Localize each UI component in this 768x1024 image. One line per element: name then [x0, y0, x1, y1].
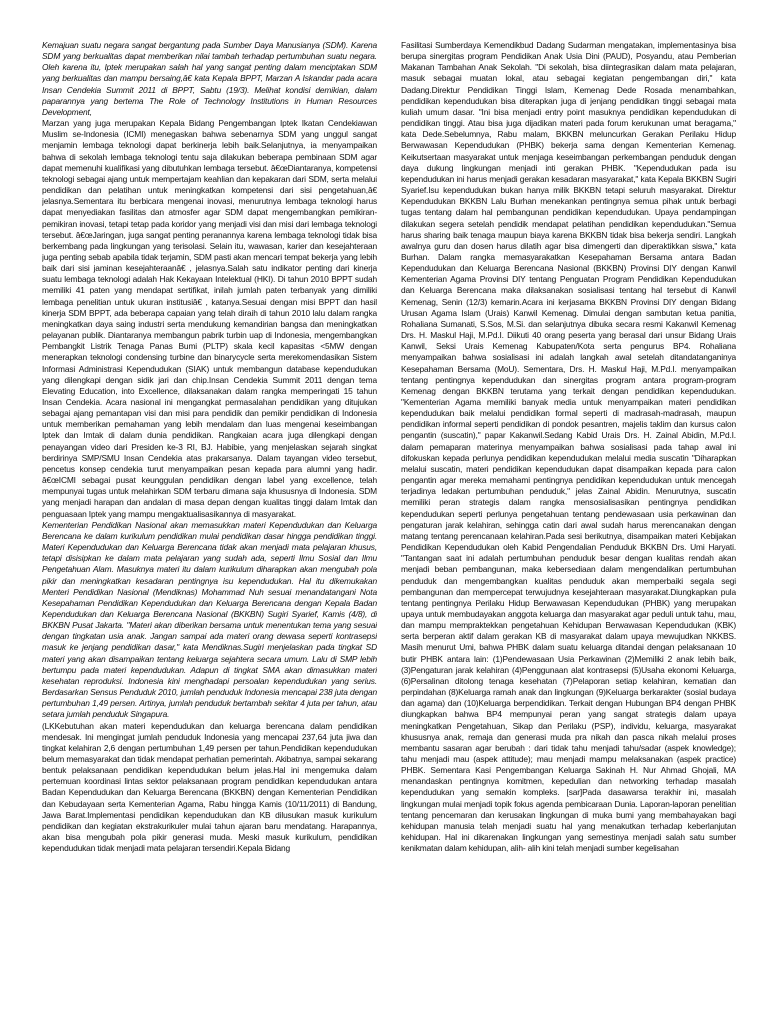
paragraph: (LKKebutuhan akan materi kependudukan dan keluarga berencana dalam pendidikan mendesak. Ini mengingat jumlah penduduk Indonesia yang mencapai 237,64 juta jiwa dan tingkat kelahiran 2,6 dengan pertumbuhan 1,49 persen per tahun.Pendidikan kependudukan belum memasyarakat dan tidak mendapat perhatian pemerintah. Akibatnya, sampai sekarang bentuk pelaksanaan pendidikan kependudukan belum jelas.Hal ini mengemuka dalam pertemuan koordinasi lintas sektor pelaksanaan program pendidikan kependudukan antara Badan Kependudukan dan Keluarga Berencana (BKKBN) dengan Kementerian Pendidikan dan Kebudayaan serta Kementerian Agama, Rabu hingga Kamis (10/11/2011) di Bandung, Jawa Barat.Implementasi pendidikan kependudukan dan KB dilusukan masuk kurikulum pendidikan dan kegiatan ekstrakurikuler mulai tahun ajaran baru mendatang. Harapannya, akan bisa mengubah pola pikir generasi muda. Meski masuk kurikulum, pendidikan kependudukan tidak menjadi mata pelajaran tersendiri.Kepala Bidang	[42, 720, 377, 854]
paragraph: Kemajuan suatu negara sangat bergantung pada Sumber Daya Manusianya (SDM). Karena SDM yang berkualitas dapat memberikan nilai tambah terhadap pertumbuhan suatu negara. Oleh karena itu, Iptek merupakan salah hal yang sangat penting dalam menciptakan SDM yang berkualitas dan mampu bersaing,â€ kata Kepala BPPT, Marzan A Iskandar pada acara Insan Cendekia Summit 2011 di BPPT, Sabtu (19/3). Melihat kondisi demikian, dalam paparannya yang bertema The Role of Technology Institutions in Human Resources Development,	[42, 40, 377, 117]
paragraph: Fasilitasi Sumberdaya Kemendikbud Dadang Sudarman mengatakan, implementasinya bisa berupa sinergitas program Pendidikan Anak Usia Dini (PAUD), Posyandu, atau Pemberian Makanan Tambahan Anak Sekolah. "Di sekolah, bisa diintegrasikan dalam mata pelajaran, masuk sebagai muatan lokal, atau sebagai kegiatan pengembangan diri," kata Dadang.Direktur Pendidikan Tinggi Islam, Kemenag Dede Rosada menambahkan, pendidikan kependudukan bisa diterapkan juga di jenjang pendidikan tinggi sebagai mata kuliah umum dasar. "Ini bisa menjadi entry point masuknya pendidikan kependudukan di pendidikan tinggi. Atau bisa juga dijadikan materi pada forum kerukunan umat beragama," kata Dede.Sebelumnya, Rabu malam, BKKBN meluncurkan Gerakan Perilaku Hidup Berwawasan Kependudukan (PHBK) bekerja sama dengan Kementerian Kemenag. Keikutsertaan masyarakat untuk menjaga keseimbangan perkembangan penduduk dengan daya dukung lingkungan menjadi inti gerakan PHBK. "Kependudukan pada isu kependudukan ini harus menjadi gerakan kesadaran masyarakat," kata Kepala BKKBN Sugiri Syarief.Isu kependudukan bukan hanya milik BKKBN tetapi seluruh masyarakat. Direktur Kependudukan BKKBN Lalu Burhan menekankan pentingnya semua pihak untuk berbagi tugas tentang dalam hal pembangunan pendidikan kependudukan. Upaya pendampingan dilakukan segera setelah pendidik mendapat pelatihan pendidikan kependudukan."Semua harus sharing baik tenaga maupun biaya karena BKKBN tidak bisa bekerja sendiri. Langkah awalnya guru dan dosen harus dilatih agar bisa dimengerti dan diperaktikkan siswa," kata Burhan. Dalam rangka memasyarakatkan Kesepahaman Bersama antara Badan Kependudukan dan Keluarga Berencana Nasional (BKKBN) Provinsi DIY dengan Kanwil Kementerian Agama Provinsi DIY tentang Penguatan Program Pendidikan Kependudukan dan Keluarga Berencana maka dilaksanakan sosialisasi tentang hal tersebut di Kanwil Kemenag, Senin (12/3) kemarin.Acara ini kerjasama BKKBN Provinsi DIY dengan Bidang Urusan Agama Islam (Urais) Kanwil Kemenag. Dimulai dengan sambutan ketua panitia, Rohaliana Sumanati, S.Sos, M.Si. dan selanjutnya dibuka secara resmi Kakanwil Kemenag Drs. H. Maskul Haji, M.Pd.I. Diikuti 40 orang peserta yang berasal dari unsur Bidang Urais Kanwil, Seksi Urais Kemenag Kabupaten/Kota serta pengurus BP4. Rohaliana menyampaikan bahwa sosialisasi ini adalah langkah awal setelah ditandatanganinya Kesepahaman Bersama (MoU). Sementara, Drs. H. Maskul Haji, M.Pd.I. menyampaikan tentang pentingnya kependudukan dan sinergitas program antara program-program Kemenag dengan BKKBN terutama yang terkait dengan pendidikan kependudukan. "Kementerian Agama memiliki banyak media untuk menyampaikan materi pendidikan kependudukan baik melalui pendidikan formal seperti di madrasah-madrasah, maupun pendidikan informal seperti pendidikan di pondok pesantren, majelis taklim dan kursus calon pengantin (suscatin)," papar Kakanwil.Sedang Kabid Urais Drs. H. Zainal Abidin, M.Pd.I. dalam pemaparan materinya menyampaikan bahwa sosialisasi pada tahap awal ini difokuskan kepada perlunya pendidikan kependudukan melalui media suscatin "Diharapkan melalui suscatin, materi pendidikan kependudukan dapat disampaikan kepada para calon pengantin agar mereka memahami pentingnya pendidikan kependudukan untuk mencegah terjadinya ledakan pertumbuhan penduduk," jelas Zainal Abidin. Menurutnya, suscatin memiliki peran strategis dalam rangka mensosialisasikan pentingnya pendidikan kependudukan seperti perlunya pengetahuan tentang pendewasaan usia perkawinan dan pengaturan jarak kelahiran, sehingga catin dari awal sudah harus merencanakan dengan matang tentang perencanaan kelahiran.Pada sesi berikutnya, disampaikan materi Kebijakan Pendidikan Kependudukan oleh Kabid Pengendalian Penduduk BKKBN Drs. Umi Haryati. "Tantangan saat ini adalah pertumbuhan penduduk besar dengan kualitas rendah akan menjadi beban pembangunan, maka kebersediaan dalam mengendalikan pertumbuhan penduduk dan mengembangkan kualitas penduduk akan memperbaiki segala segi pembangunan dan mempercepat terwujudnya kesejahteraan masyarakat.Diungkapkan pula tentang pentingnya Perilaku Hidup Berwawasan Kependudukan (PHBK) yang merupakan upaya untuk membudayakan anggota keluarga dan masyarakat agar peduli untuk tahu, mau, dan mampu mempraktekkan pengetahuan Kehidupan Berwawasan Kependudukan (KBK) serta berperan aktif dalam gerakan KB di masyarakat dalam upaya mewujudkan NKKBS. Masih menurut Umi, bahwa PHBK dalam suatu keluarga ditandai dengan pelaksanaan 10 butir PHBK antara lain: (1)Pendewasaan Usia Perkawinan (2)Memiliki 2 anak lebih baik, (3)Pengaturan jarak kelahiran (4)Penggunaan alat kontrasepsi (5)Usaha ekonomi Keluarga, (6)Persalinan ditolong tenaga kesehatan (7)Pelaporan setiap kelahiran, kematian dan perpindahan (8)Keluarga ramah anak dan lingkungan (9)Keluarga berkarakter (sosial budaya dan agama) dan (10)Keluarga berpendidikan. Terkait dengan Hubungan BP4 dengan PHBK diungkapkan bahwa BP4 mempunyai peran yang sangat strategis dalam upaya meningkatkan Pengetahuan, Sikap dan Perilaku (PSP), individu, keluarga, masyarakat khususnya anak, remaja dan generasi muda pra nikah dan pasca nikah melalui proses membantu sasaran agar berubah : dari tidak tahu menjadi tahu/sadar (aspek knowledge); tahu menjadi mau (aspek attitude); mau menjadi mampu melaksanakan (aspek practice) PHBK. Sementara Kasi Pengembangan Keluarga Sakinah H. Nur Ahmad Ghojali, MA menandaskan pentingnya komitmen, kepedulian dan networking terhadap masalah kependudukan yang semakin kompleks. [sar]Pada dasawarsa terakhir ini, masalah lingkungan mulai menjadi topik fokus agenda pembicaraan Dunia. Laporan-laporan penelitian tentang pencemaran dan kerusakan lingkungan di muka bumi yang membahayakan bagi kehidupan manusia telah menjadi suatu hal yang menakutkan terhadap keberlanjutan kehidupan. Hal ini dikarenakan lingkungan yang semestinya menjadi salah satu sumber kenikmatan dalam kehidupan, alih- alih kini telah menjadi sumber kegelisahan	[401, 40, 736, 854]
left-column	[42, 40, 377, 1024]
right-column	[401, 40, 736, 1024]
text-columns	[42, 40, 736, 1024]
paragraph: Kementerian Pendidikan Nasional akan memasukkan materi Kependudukan dan Keluarga Berencana ke dalam kurikulum pendidikan mulai pendidikan dasar hingga pendidikan tinggi. Materi Kependudukan dan Keluarga Berencana tidak akan menjadi mata pelajaran khusus, tetapi disisipkan ke dalam mata pelajaran yang sudah ada, seperti Ilmu Sosial dan Ilmu Pengetahuan Alam. Masuknya materi itu dalam kurikulum diharapkan akan mengubah pola pikir dan meningkatkan kesadaran pentingnya isu kependudukan. Hal itu dikemukakan Menteri Pendidikan Nasional (Mendiknas) Mohammad Nuh sesuai menandatangani Nota Kesepahaman Pendidikan Kependudukan dan Keluarga Berencana dengan Kepala Badan Kependudukan dan Keluarga Berencana Nasional (BKKBN) Sugiri Syarief, Kamis (4/8), di BKKBN Pusat Jakarta. "Materi akan diberikan bersama untuk menentukan tema yang sesuai dengan tingkatan usia anak. Jangan sampai ada materi orang dewasa seperti kontrasepsi masuk ke jenjang pendidikan dasar," kata Mendiknas.Sugiri menjelaskan pada tingkat SD materi yang akan disampaikan tentang keluarga sejahtera secara umum. Lalu di SMP lebih bertumpu pada materi kependudukan. Adapun di tingkat SMA akan dimasukkan materi kesehatan reproduksi. Indonesia kini menghadapi persoalan kependudukan yang serius. Berdasarkan Sensus Penduduk 2010, jumlah penduduk Indonesia mencapai 238 juta dengan pertumbuhan 1,49 persen. Artinya, jumlah penduduk bertambah sekitar 4 juta per tahun, atau setara jumlah penduduk Singapura.	[42, 519, 377, 720]
paragraph: Marzan yang juga merupakan Kepala Bidang Pengembangan Iptek Ikatan Cendekiawan Muslim se-Indonesia (ICMI) menegaskan bahwa sebenarnya SDM yang unggul sangat menjamin lembaga teknologi dapat berkinerja lebih baik.Selanjutnya, ia menyampaikan bahwa di sekolah lembaga teknologi tentu saja dilakukan beberapa pembinaan SDM agar dapat memenuhi kualifikasi yang dibutuhkan lembaga tersebut. â€œDiantaranya, kompetensi teknologi sebagai ajang untuk mempertajam keahlian dan kepakaran dari SDM, serta melalui pendidikan dan pelatihan untuk meningkatkan kompetensi dari sisi pengetahuan,â€ jelasnya.Sementara itu berbicara mengenai inovasi, menurutnya lembaga teknologi harus dapat menyediakan fasilitas dan atmosfer agar SDM dapat mengembangkan pemikiran-pemikiran inovasi, tetapi tetap pada koridor yang menjadi visi dan misi dari lembaga teknologi tersebut. â€œJaringan, juga sangat penting peranannya karena lembaga teknologi tidak bisa berkembang pada lingkungan yang terisolasi. Selain itu, wawasan, karier dan kesejahteraan juga penting sebab apabila tidak terjamin, SDM pasti akan mencari tempat bekerja yang lebih baik dari sisi jaminan kesejahteraanâ€ , jelasnya.Salah satu indikator penting dari kinerja suatu lembaga teknologi adalah Hak Kekayaan Intelektual (HKI). Di tahun 2010 BPPT sudah memiliki 41 paten yang mendapat sertifikat, inilah jumlah paten terbanyak yang dimiliki lembaga penelitian untuk ukuran institusiâ€ , katanya.Sesuai dengan misi BPPT dan hasil kinerja SDM BPPT, ada beberapa capaian yang telah diraih di tahun 2010 lalu dalam rangka meningkatkan daya saing industri serta mendukung kemandirian bangsa dan meningkatkan pelayanan publik. Diantaranya membangun pabrik turbin uap di Indonesia, mengembangkan Pembangkit Listrik Tenaga Panas Bumi (PLTP) skala kecil kapasitas <5MW dengan menerapkan teknologi condensing turbine dan binarycycle serta merekomendasikan Sistem Informasi Administrasi Kependudukan (SIAK) untuk membangun database kependudukan yang dilengkapi dengan sidik jari dan chip.Insan Cendekia Summit 2011 dengan tema Elevating Education, into Excellence, dilaksanakan dalam rangka memperingati 15 tahun Insan Cendekia. Acara nasional ini mengangkat permasalahan pendidikan yang ditujukan sebagai ajang pemantapan visi dan misi para pendidik dan pemikir pendidikan di Indonesia untuk memberikan pemahaman yang lebih mendalam dan luas mengenai keseimbangan Iptek dan Imtak di dalam dunia pendidikan. Rangkaian acara juga dilengkapi dengan penayangan video dari Presiden ke-3 RI, BJ. Habibie, yang menjelaskan sejarah singkat berdirinya SMP/SMU Insan Cendekia atas prakarsanya. Dalam tayangan video tersebut, pencetus konsep cendekia turut menyampaikan pesan kepada para alumni yang hadir. â€œICMI sebagai pusat keunggulan pendidikan dengan label yang excellence, telah mempunyai tugas untuk melahirkan SDM terbaru dimana saja khususnya di Indonesia. SDM yang menjadi harapan dan andalan di masa depan dengan kualitas tinggi dalam Imtak dan penguasaan Iptek yang mampu mengaktualisasikannya di masyarakat.	[42, 118, 377, 519]
